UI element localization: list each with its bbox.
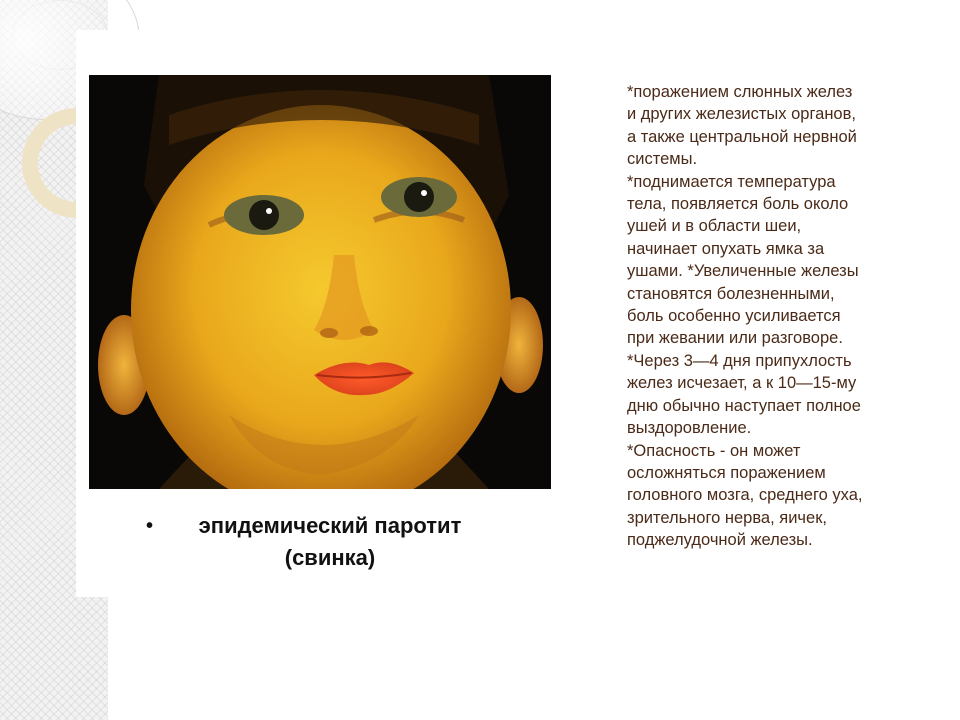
description-line: *поражением слюнных желез — [627, 83, 853, 101]
description-line: *Через 3—4 дня припухлость — [627, 351, 852, 370]
description-line: осложняться поражением — [627, 463, 826, 482]
description-line: а также центральной нервной — [627, 127, 857, 146]
description-line: зрительного нерва, яичек, — [627, 508, 828, 527]
description-line: и других железистых органов, — [627, 105, 856, 124]
description-line: начинает опухать ямка за — [627, 239, 825, 258]
photo-caption — [140, 510, 520, 574]
child-face-photo — [89, 75, 551, 489]
bullet-icon: • — [146, 515, 154, 537]
description-line: ушей и в области шеи, — [627, 217, 802, 236]
description-line: *Опасность - он может — [627, 441, 801, 460]
caption-line: эпидемический паротит — [198, 513, 462, 538]
description-line: боль особенно усиливается — [627, 307, 841, 326]
description-line: головного мозга, среднего уха, — [627, 486, 863, 505]
description-line: при жевании или разговоре. — [627, 329, 843, 348]
description-line: *поднимается температура — [627, 172, 836, 191]
description-line: тела, появляется боль около — [627, 195, 849, 214]
disease-description — [627, 81, 937, 552]
description-line: желез исчезает, а к 10—15-му — [627, 374, 857, 393]
description-line: становятся болезненными, — [627, 284, 835, 303]
description-line: поджелудочной железы. — [627, 531, 813, 550]
description-line: ушами. *Увеличенные железы — [627, 262, 859, 281]
description-line: выздоровление. — [627, 419, 752, 438]
caption-line: (свинка) — [284, 545, 376, 570]
description-line: дню обычно наступает полное — [627, 396, 861, 415]
description-line: системы. — [627, 150, 698, 169]
